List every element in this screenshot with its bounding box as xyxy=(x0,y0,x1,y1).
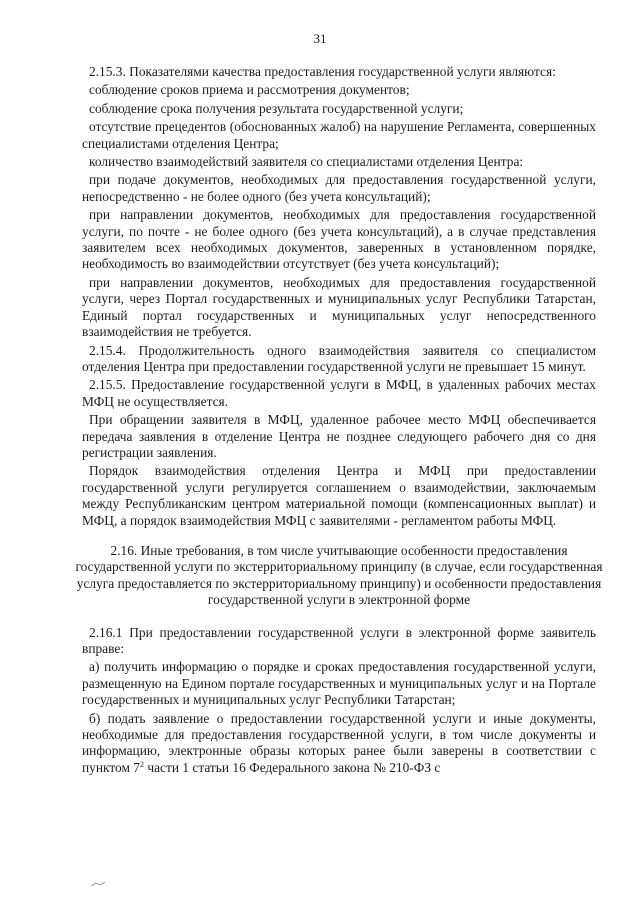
paragraph-text: б) подать заявление о предоставлении государственной услуги и иные документы, необходимые для предоставления государственной услуги, в том числе документы и информацию, электронные образы которых ранее были заверены в соответствии с пунктом 7 xyxy=(82,710,596,775)
paragraph: При обращении заявителя в МФЦ, удаленное рабочее место МФЦ обеспечивается передача заявления в отделение Центра не позднее следующего рабочего дня со дня регистрации заявления. xyxy=(82,412,596,460)
paragraph: 2.15.3. Показателями качества предоставления государственной услуги являются: xyxy=(89,64,556,79)
paragraph: при направлении документов, необходимых для предоставления государственной услуги, по почте - не более одного (без учета консультаций), а в случае представления заявителем всех необходимых документов, заверенных в установленном порядке, необходимость во взаимодействии отсутствует (без учета консультаций); xyxy=(82,207,596,272)
paragraph: Порядок взаимодействия отделения Центра и МФЦ при предоставлении государственной услуги регулируется соглашением о взаимодействии, заключаемым между Республиканским центром материальной помощи (компенсационных выплат) и МФЦ, а порядок взаимодействия МФЦ с заявителями - регламентом работы МФЦ. xyxy=(82,463,596,528)
section-heading: 2.16. Иные требования, в том числе учитывающие особенности предоставления государственной услуги по экстерриториальному принципу (в случае, если государственная услуга предоставляется по экстерриториальному принципу) и особенности предоставления государственной услуги в электронной форме xyxy=(75,542,603,608)
paragraph: отсутствие прецедентов (обоснованных жалоб) на нарушение Регламента, совершенных специалистами отделения Центра; xyxy=(82,119,596,151)
paragraph: количество взаимодействий заявителя со специалистами отделения Центра: xyxy=(89,154,524,170)
paragraph: соблюдение сроков приема и рассмотрения документов; xyxy=(89,82,410,98)
paragraph-text: части 1 статьи 16 Федерального закона № 210-ФЗ с xyxy=(144,759,441,775)
paragraph: 2.15.5. Предоставление государственной услуги в МФЦ, в удаленных рабочих местах МФЦ не осуществляется. xyxy=(82,377,596,409)
paragraph: при подаче документов, необходимых для предоставления государственной услуги, непосредственно - не более одного (без учета консультаций); xyxy=(82,172,596,204)
paragraph: соблюдение срока получения результата государственной услуги; xyxy=(89,100,464,116)
paragraph: 2.16.1 При предоставлении государственной услуги в электронной форме заявитель вправе: xyxy=(82,624,596,656)
paragraph xyxy=(82,711,596,777)
paragraph: а) получить информацию о порядке и сроках предоставления государственной услуги, размещенную на Едином портале государственных и муниципальных услуг и на Портале государственных и муниципальных услуг Республики Татарстан; xyxy=(82,659,596,708)
superscript: 2 xyxy=(140,759,144,769)
paragraph: 2.15.4. Продолжительность одного взаимодействия заявителя со специалистом отделения Центра при предоставлении государственной услуги не превышает 15 минут. xyxy=(82,342,596,374)
page-number: 31 xyxy=(313,31,327,46)
scan-mark xyxy=(90,880,112,888)
document-body xyxy=(75,64,603,776)
paragraph: при направлении документов, необходимых для предоставления государственной услуги, через Портал государственных и муниципальных услуг Республики Татарстан, Единый портал государственных и муниципальных услуг непосредственного взаимодействия не требуется. xyxy=(82,274,596,340)
